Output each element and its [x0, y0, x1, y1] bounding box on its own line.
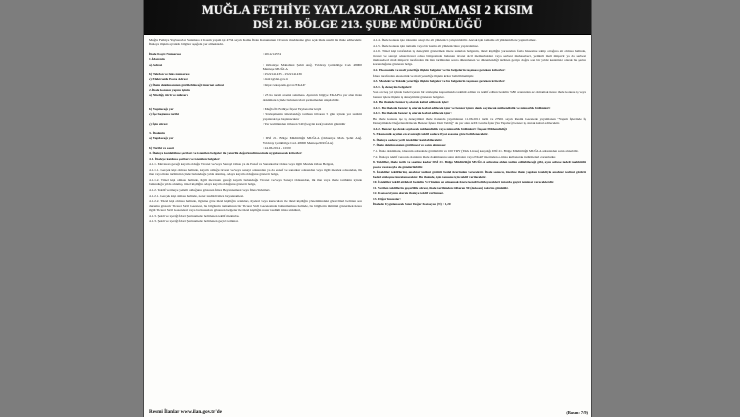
table-row [149, 136, 362, 145]
table-row [149, 57, 362, 61]
row-value: : 2014/14574 [262, 52, 281, 56]
row-value: : Orhaniye Mahallesi Şehit Anğ. Yıldıray Çetikbilge Cad. 48000 Menteşe MUĞLA [262, 62, 362, 71]
clause-paragraph: 4.4.2. Benzer işe denk sayılacak mühendislik veya mimarlık bölümleri: İnşaat Mühendisliği [373, 126, 507, 131]
clause-paragraph: Bu ihale konusu işe iş deneyimini ihale ilanında yayımlanan 11.06.2011 tarih ve 27961 sayılı Resmi Gazetede yayımlanan "Yapım İşlerinde İş Deneyiminde Değerlendirilecek Benzer İşlere Dair Tebliğ" de yer alan A/IX Grubu İşler (Su Yapıları) benzer iş olarak kabul edilecektir. [373, 116, 586, 126]
row-label: 3- İhalenin [149, 131, 165, 136]
table-row [149, 52, 362, 56]
clause-paragraph: 7. İhale dokümanının görülmesi ve satın alınması: [373, 143, 447, 148]
clause-paragraph: 4.1.1.1. Gerçek kişi olması halinde, kayıtlı olduğu ticaret ve/veya sanayi odasından ya da esnaf ve sanatkar odasından veya ilgili meslek odasından, ilk ilan veya ihale tarihinin içinde bulunduğu yılda alınmış, odaya kayıtlı olduğunu gösterir belge, [149, 167, 362, 177]
row-label: 1-İdarenin [149, 57, 165, 62]
clause-paragraph: 4.1.5. İhale konusu işin tamamı veya bir kısmı alt yüklenicilere yaptırılamaz. [373, 43, 479, 48]
row-value [263, 57, 362, 61]
clause-paragraph: 8. Teklifler, ihale tarih ve saatine kadar DSİ 21. Bölge Müdürlüğü MUĞLA adresine elden teslim edilebileceği gibi, aynı adrese iadeli taahhütlü posta vasıtasıyla da gönderilebilir. [373, 160, 586, 169]
row-value: : 2522141435 - 2522141436 [262, 72, 302, 77]
table-row [149, 63, 362, 72]
row-value: : 23 ha tarım arazisi sulaması. Ayrıntılı bilgiye EKAP'ta yer alan ihale dokümanı içinde bulunan idari şartnameden ulaşılabilir. [262, 93, 362, 102]
intro-paragraph: Muğla Fethiye Yaylazorlar Sulaması 2 Kısım yapım işi 4734 sayılı Kamu İhale Kanununun 19 uncu maddesine göre açık ihale usulü ile ihale edilecektir. İhaleye ilişkin ayrıntılı bilgiler aşağıda yer almaktadır. [149, 38, 362, 47]
notice-title-banner [144, 0, 591, 35]
clause-paragraph: 4. İhaleye katılabilme şartları ve istenilen belgeler ile yeterlik değerlendirmesinde uygulanacak kriterler: [149, 151, 303, 156]
row-label: b) Telefon ve faks numarası [149, 72, 190, 77]
table-row [149, 146, 362, 150]
table-row [149, 107, 362, 111]
clause-paragraph: 9. İstekliler tekliflerini, anahtar teslimi götürü bedel üzerinden verecektir. İhale sonucu, üzerine ihale yapılan istekliyle anahtar teslimi götürü bedel sözleşme imzalanacaktır. Bu ihalede, işin tamamı için teklif verilecektir. [373, 170, 586, 179]
clause-paragraph: 4.1.1. Mevzuatı gereği kayıtlı olduğu Ticaret ve/veya Sanayi Odası ya da Esnaf ve Sanatkarlar Odası veya ilgili Meslek Odası Belgesi, [149, 162, 335, 167]
table-row [149, 112, 362, 121]
notice-body [144, 35, 591, 417]
row-label: c) Elektronik Posta Adresi [149, 77, 188, 82]
clause-paragraph: 4.4.1. Bu ihalede benzer iş olarak kabul edilecek işler: [373, 111, 452, 116]
row-value: : Yer tesliminden itibaren 540 (beşyüz kırk) takvim günüdür [262, 121, 346, 126]
row-value: : 24.06.2014 - 10:00 [262, 146, 291, 151]
clause-paragraph: 4.1.3. Şekli ve içeriği İdari Şartnamede belirlenen teklif mektubu. [149, 213, 240, 218]
left-text-column [149, 38, 364, 417]
table-row [149, 83, 362, 87]
notice-footer [149, 409, 588, 415]
table-row [149, 131, 362, 135]
official-ads-url: Resmi İlanlar www.ilan.gov.tr'de [149, 409, 222, 415]
clause-paragraph: 4.2. Ekonomik ve mali yeterliğe ilişkin belgeler ve bu belgelerin taşıması gereken kriterler: [373, 68, 506, 72]
row-label: 2-İhale konusu yapım işinin [149, 87, 190, 92]
notice-title-line-1: MUĞLA FETHİYE YAYLAZORLAR SULAMASI 2 KISIM [201, 3, 534, 17]
table-row [149, 93, 362, 102]
row-label: c) İşe başlama tarihi [149, 112, 179, 117]
clause-paragraph: 4.4. Bu ihalede benzer iş olarak kabul edilecek işler: [373, 100, 450, 105]
row-label: ç) İhale dokümanının görülebileceği internet adresi [149, 82, 225, 87]
clause-paragraph: 4.1. İhaleye katılma şartları ve istenilen belgeler: [149, 156, 221, 161]
table-row [149, 72, 362, 76]
table-row [149, 122, 362, 126]
row-label: a) Adresi [149, 62, 163, 67]
row-label: İhale Kayıt Numarası [149, 52, 181, 56]
clause-paragraph: 13. Diğer hususlar: [373, 196, 401, 201]
notice-title-line-2: DSİ 21. BÖLGE 213. ŞUBE MÜDÜRLÜĞÜ [253, 17, 482, 31]
clause-paragraph: 4.3. Mesleki ve Teknik yeterliğe ilişkin belgeler ve bu belgelerin taşıması gereken kriterler: [373, 79, 506, 84]
tender-detail-rows [149, 52, 362, 151]
row-value [263, 131, 362, 135]
row-value: : DSİ 21. Bölge Müdürlüğü MUĞLA (Orhaniye Mah. Şehit Anğ. Yıldıray Çetikbilge Cad. 48000 Menteşe/MUĞLA) [262, 136, 362, 145]
clause-paragraph: 12. Konsorsiyum olarak ihaleye teklif verilemez. [373, 191, 444, 196]
right-text-column [371, 38, 586, 417]
clause-paragraph: İdare tarafından ekonomik ve mali yeterliğe ilişkin kriter belirtilmemiştir. [373, 73, 475, 78]
table-row [149, 77, 362, 81]
clause-paragraph: 4.1.2. Teklif vermeye yetkili olduğunu gösteren İmza Beyannamesi veya İmza Sirküleri. [149, 187, 271, 192]
table-row [149, 88, 362, 92]
clause-paragraph: 7.1. İhale dokümanı, idarenin adresinde görülebilir ve 100 TRY (Türk Lirası) karşılığı DSİ 21. Bölge Müdürlüğü MUĞLA adresinden satın alınabilir. [373, 149, 579, 154]
clause-paragraph: İhalede Uygulanacak Sınır Değer Katsayısı (N) : 1,20 [373, 202, 451, 207]
row-label: b) Yapılacağı yer [149, 106, 174, 111]
row-value: : Muğla İli Fethiye İlçesi Yaylazorlar köyü [262, 106, 322, 111]
clause-paragraph: 11. Verilen tekliflerin geçerlilik süresi, ihale tarihinden itibaren 90 (doksan) takvim günüdür. [373, 185, 509, 190]
clause-paragraph: 10. İstekliler teklif ettikleri bedelin %3'ünden az olmamak üzere kendi belirleyecekleri tutarda geçici teminat vereceklerdir. [373, 180, 555, 185]
clause-paragraph: 4.1.1.2. Tüzel kişi olması halinde, ilgili mevzuatı gereği kayıtlı bulunduğu Ticaret ve/veya Sanayi Odasından, ilk ilan veya ihale tarihinin içinde bulunduğu yılda alınmış, tüzel kişiliğin odaya kayıtlı olduğunu gösterir belge, [149, 177, 362, 187]
row-label: a) Niteliği, türü ve miktarı [149, 93, 188, 98]
clause-paragraph: 7.2. İhaleye teklif verecek olanların ihale dokümanını satın almaları veya EKAP üzerinden e-imza kullanarak indirmeleri zorunludur. [373, 154, 556, 159]
clause-paragraph: 4.1.3. Şekli ve içeriği İdari Şartnamede belirlenen geçici teminat. [149, 219, 239, 224]
row-label: b) Tarihi ve saati [149, 146, 174, 151]
press-number: (Basın: 7/9) [566, 410, 588, 415]
row-value: : Sözleşmenin imzalandığı tarihten itibaren 5 gün içinde yer teslimi yapılarak işe başlanacaktır [262, 112, 362, 121]
row-label: a) Yapılacağı yer [149, 136, 174, 141]
clause-paragraph: Son on beş yıl içinde bedel içeren bir sözleşme kapsamında taahhüt edilen ve teklif edilen bedelin %80 oranından az olmamak üzere ihale konusu iş veya benzer işlere ilişkin iş deneyimini gösteren belgeler. [373, 90, 586, 99]
row-value: : https://ekap.kik.gov.tr/EKAP/ [262, 82, 306, 87]
clause-paragraph: 4.3.1. İş deneyim belgeleri: [373, 84, 413, 89]
row-value [263, 88, 362, 92]
clause-paragraph: 4.1.4. İhale konusu işte idarenin onayı ile alt yüklenici çalıştırılabilir. Ancak işin tamamı alt yüklenicilere yaptırılamaz. [373, 38, 537, 42]
clause-paragraph: 4.1.2.1. Gerçek kişi olması halinde, noter tasdikli imza beyannamesi. [149, 193, 244, 198]
clause-paragraph: 5. Ekonomik açıdan en avantajlı teklif sadece fiyat esasına göre belirlenecektir. [373, 132, 489, 137]
row-value: : dsi21@dsi.gov.tr [262, 77, 288, 82]
clause-paragraph: 4.1.6. Tüzel kişi tarafından iş deneyimi göstermek üzere sunulan belgenin, tüzel kişiliğin yarısından fazla hissesine sahip ortağına ait olması halinde, ticaret ve sanayi odası/ticaret odası bünyesinde bulunan ticaret sicil memurlukları veya serbest muhasebeci, yeminli mali müşavir ya da serbest muhasebeci mali müşavir tarafından ilk ilan tarihinden sonra düzenlenen ve düzenlendiği tarihten geriye doğru son bir yıldır kesintisiz olarak bu şartın korunduğunu gösteren belge. [373, 49, 586, 67]
newspaper-tender-notice-document [143, 0, 592, 417]
clause-paragraph: 4.1.2.2. Tüzel kişi olması halinde, ilgisine göre tüzel kişiliğin ortakları, üyeleri veya kurucuları ile tüzel kişiliğin yönetimindeki görevlileri belirten son durumu gösterir Ticaret Sicil Gazetesi, bu bilgilerin tamamının bir Ticaret Sicil Gazetesinde bulunmaması halinde, bu bilgilerin tümünü göstermek üzere ilgili Ticaret Sicil Gazeteleri veya bu hususları gösteren belgeler ile tüzel kişiliğin noter tasdikli imza sirküleri, [149, 199, 362, 212]
clause-paragraph: 6. İhaleye sadece yerli istekliler katılabilecektir. [373, 137, 443, 142]
row-label: ç) İşin süresi [149, 121, 168, 126]
clause-paragraph: 4.4.1. Bu ihalede benzer iş olarak kabul edilecek işler ve benzer işlere denk sayılacak mühendislik ve mimarlık bölümleri: [373, 105, 551, 110]
